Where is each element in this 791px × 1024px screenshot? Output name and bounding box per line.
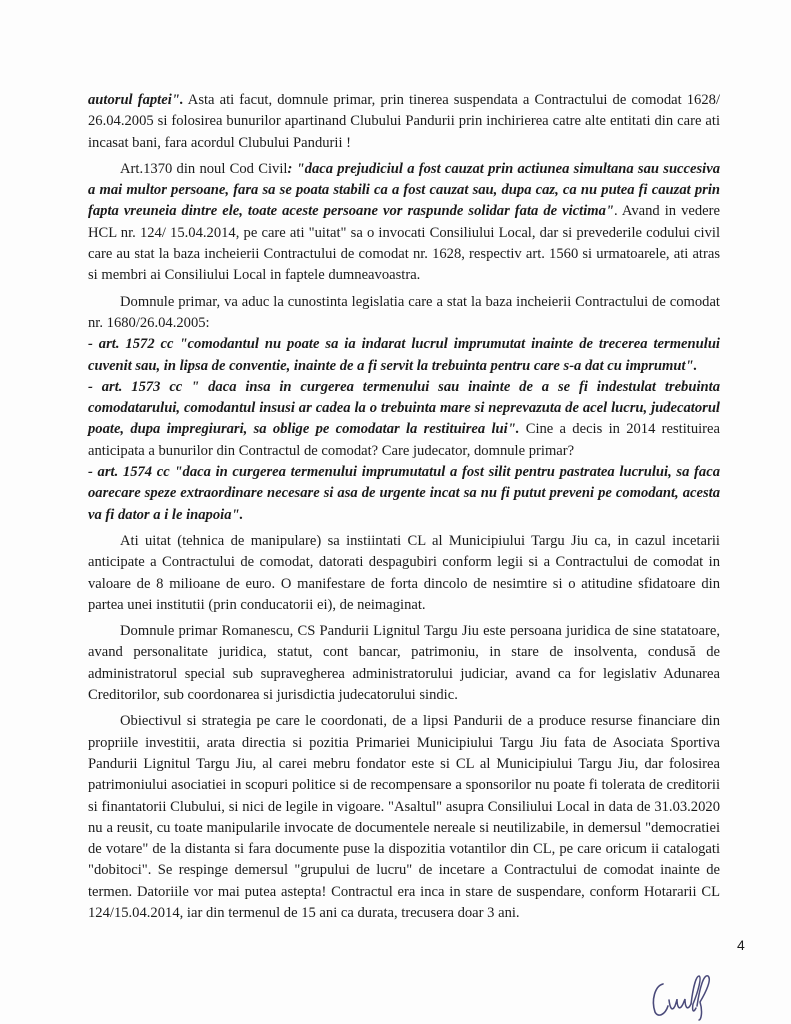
paragraph-text: Cine a decis in 2014 restituirea anticipata a bunurilor din Contractul de comodat? Care judecator, domnule primar? [88, 421, 720, 459]
paragraph-text: Art.1370 din noul Cod Civil [120, 160, 288, 177]
page-number: 4 [737, 937, 745, 953]
legal-quote: - art. 1574 cc "daca in curgerea termenului imprumutatul a fost silit pentru pastratea lucrului, sa faca oarecare speze extraordinare necesare si asa de urgente incat sa nu fi putut preveni pe comodant, acesta va fi dator a i le inapoia". [88, 464, 720, 523]
paragraph-cs-pandurii [88, 621, 720, 706]
legal-quote: - art. 1572 cc "comodantul nu poate sa ia indarat lucrul imprumutat inainte de trecerea termenului cuvenit sau, in lipsa de conventie, inainte de a fi servit la trebuinta pentru care s-a dat cu imprumut". [88, 336, 720, 374]
paragraph-art-1572 [88, 334, 720, 377]
paragraph-obiectivul [88, 711, 720, 924]
paragraph-art-1573 [88, 377, 720, 462]
paragraph-autorul-faptei [88, 90, 720, 154]
legal-quote: : "daca prejudiciul a fost cauzat prin actiunea simultana sau succesiva a mai multor persoane, fara sa se poata stabili ca a fost cauzat sau, dupa caz, ca nu putea fi cauzat prin fapta vreuneia dintre ele, toate aceste persoane vor raspunde solidar fata de victima" [88, 160, 720, 220]
handwritten-signature [646, 970, 718, 1022]
paragraph-art-1574 [88, 462, 720, 526]
legal-quote: - art. 1573 cc " daca insa in curgerea termenului sau inainte de a se fi indestulat trebuinta comodatarului, comodantul insusi ar cadea la o trebuinta mare si neprevazuta de acel lucru, judecatorul poate, dupa impregiurari, sa oblige pe comodatar la restituirea lui". [88, 378, 720, 438]
paragraph-text: Asta ati facut, domnule primar, prin tinerea suspendata a Contractului de comodat 1628/ 26.04.2005 si folosirea bunurilor apartinand Clubului Pandurii prin inchirierea catre alte entitati din care ati incasat bani, fara acordul Clubului Pandurii ! [88, 92, 720, 151]
paragraph-text: Ati uitat (tehnica de manipulare) sa instiintati CL al Municipiului Targu Jiu ca, in cazul incetarii anticipate a Contractului de comodat, datorati despagubiri conform legii si a Contractului de comodat in valoare de 8 milioane de euro. O manifestare de forta dincolo de nesimtire si o atitudine sfidatoare din partea unei institutii (prin conducatorii ei), de neimaginat. [88, 532, 720, 613]
paragraph-text: . Avand in vedere HCL nr. 124/ 15.04.2014, pe care ati "uitat" sa o invocati Consiliului Local, dar si prevederile codului civil care au stat la baza incheierii Contractului de comodat nr. 1628, respectiv art. 1560 si urmatoarele, ati atras si membri ai Consiliului Local in faptele dumneavoastra. [88, 203, 720, 284]
quote-fragment: autorul faptei". [88, 92, 184, 108]
paragraph-text: Domnule primar Romanescu, CS Pandurii Lignitul Targu Jiu este persoana juridica de sine statatoare, avand personalitate juridica, statut, cont bancar, patrimoniu, in stare de insolventa, condusă de administratorul special sub supravegherea administratorului judiciar, avand ca for legislativ Adunarea Creditorilor, sub coordonarea si jurisdictia judecatorului sindic. [88, 623, 720, 704]
document-body [88, 90, 720, 924]
paragraph-text: Obiectivul si strategia pe care le coordonati, de a lipsi Pandurii de a produce resurse financiare din propriile investitii, arata directia si pozitia Primariei Municipiului Targu Jiu fata de Asociata Sportiva Pandurii Lignitul Targu Jiu, al carei mebru fondator este si CL al Municipiului Targu Jiu, dar folosirea patrimoniului asociatiei in scopuri politice si de recompensare a sponsorilor nu poate fi tolerata de creditorii si finantatorii Clubului, si nici de legile in vigoare. "Asaltul" asupra Consiliului Local in data de 31.03.2020 nu a reusit, cu toate manipularile invocate de documentele nereale si neutilizabile, in demersul "democratiei de votare" de la distanta si fara documente puse la dispozitia votantilor din CL, pe care oricum ii catalogati "dobitoci". Se respinge demersul "grupului de lucru" de incetare a Contractului de comodat inainte de termen. Datoriile vor mai putea astepta! Contractul era inca in stare de suspendare, conform Hotararii CL 124/15.04.2014, iar din termenul de 15 ani ca durata, trecusera doar 3 ani. [88, 713, 720, 921]
paragraph-ati-uitat [88, 531, 720, 616]
paragraph-legislatie-intro [88, 292, 720, 335]
paragraph-art-1370 [88, 159, 720, 287]
paragraph-text: Domnule primar, va aduc la cunostinta legislatia care a stat la baza incheierii Contractului de comodat nr. 1680/26.04.2005: [88, 293, 720, 331]
